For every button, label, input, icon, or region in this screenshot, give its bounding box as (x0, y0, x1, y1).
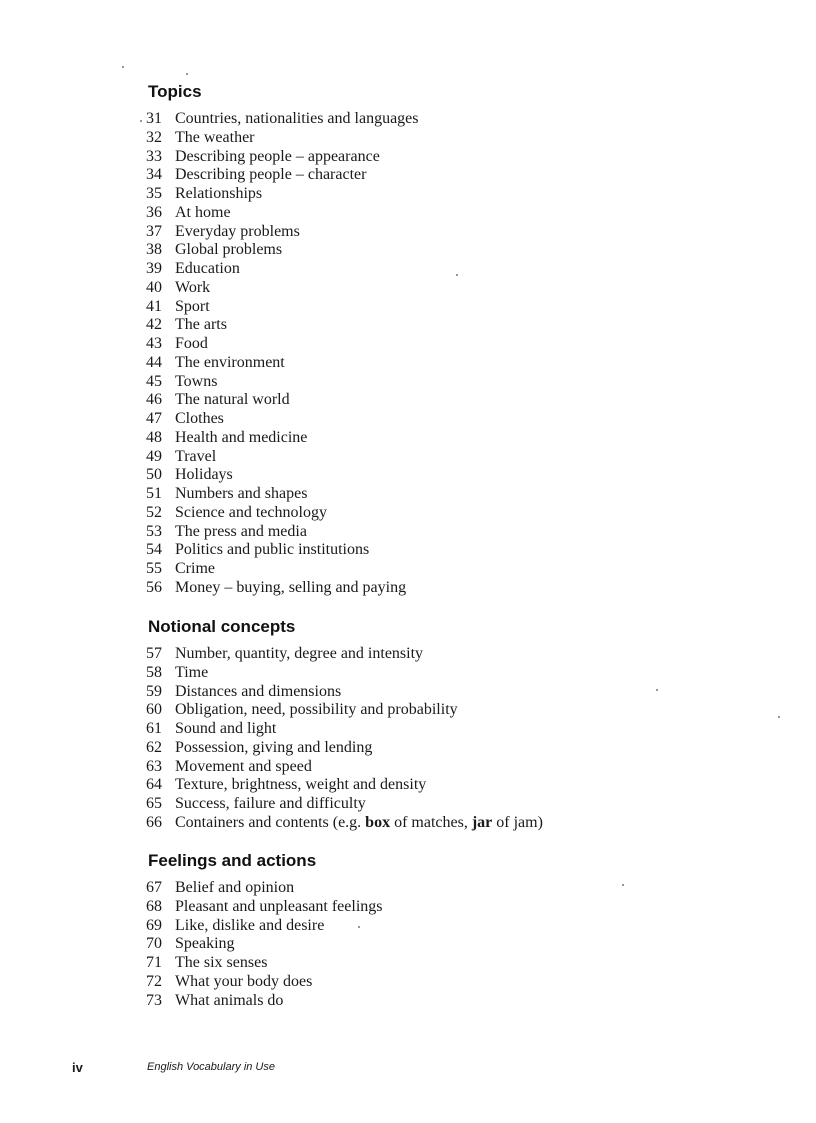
unit-title: The natural world (175, 391, 290, 409)
topic-item (146, 485, 706, 504)
scan-speck (778, 716, 780, 718)
notional-concept-item (146, 758, 706, 777)
unit-number: 54 (146, 541, 162, 559)
feelings-actions-heading: Feelings and actions (148, 851, 317, 870)
unit-number: 65 (146, 795, 162, 812)
topic-item (146, 204, 706, 223)
unit-title: Speaking (175, 935, 235, 953)
topic-item (146, 260, 706, 279)
feelings-actions-section (146, 851, 706, 1010)
unit-title: Sport (175, 297, 210, 315)
topics-heading: Topics (148, 82, 202, 101)
unit-number: 46 (146, 391, 162, 409)
page-number: iv (72, 1060, 83, 1075)
unit-number: 41 (146, 297, 162, 315)
topic-item (146, 410, 706, 429)
feeling-action-item (146, 898, 706, 917)
topic-item (146, 110, 706, 129)
unit-title: Work (175, 278, 211, 296)
unit-number: 49 (146, 447, 162, 465)
notional-concept-item (146, 776, 706, 795)
notional-concept-item (146, 664, 706, 683)
unit-number: 42 (146, 316, 162, 334)
notional-concepts-heading: Notional concepts (148, 617, 296, 636)
unit-number: 34 (146, 166, 162, 184)
topic-item (146, 448, 706, 467)
unit-number: 53 (146, 522, 162, 540)
unit-title: Everyday problems (175, 222, 300, 240)
unit-title: Travel (175, 447, 217, 465)
unit-number: 66 (146, 813, 162, 831)
unit-title: Countries, nationalities and languages (175, 110, 419, 127)
page-footer (72, 1060, 572, 1078)
notional-concept-item (146, 814, 706, 833)
notional-concept-item (146, 795, 706, 814)
topic-item (146, 166, 706, 185)
topic-item (146, 373, 706, 392)
unit-title: Movement and speed (175, 757, 312, 775)
unit-title: Texture, brightness, weight and density (175, 776, 427, 794)
topic-item (146, 466, 706, 485)
unit-title: Containers and contents (e.g. box of matches, jar of jam) (175, 813, 543, 831)
topics-list (146, 110, 706, 598)
unit-title: Science and technology (175, 503, 327, 521)
unit-number: 68 (146, 897, 162, 915)
topic-item (146, 560, 706, 579)
notional-concept-item (146, 645, 706, 664)
unit-number: 69 (146, 916, 162, 934)
topic-item (146, 223, 706, 242)
unit-number: 48 (146, 428, 162, 446)
unit-title: Belief and opinion (175, 879, 295, 896)
unit-title: The weather (175, 128, 255, 146)
unit-number: 64 (146, 776, 162, 794)
unit-number: 36 (146, 203, 162, 221)
unit-title: The six senses (175, 954, 268, 971)
unit-title: Money – buying, selling and paying (175, 578, 407, 596)
unit-number: 38 (146, 241, 162, 259)
unit-number: 58 (146, 663, 162, 681)
topic-item (146, 335, 706, 354)
unit-number: 35 (146, 185, 162, 202)
unit-title: Describing people – character (175, 166, 367, 184)
unit-title: Numbers and shapes (175, 485, 308, 502)
topic-item (146, 129, 706, 148)
unit-title: Global problems (175, 241, 283, 259)
feelings-actions-list (146, 879, 706, 1010)
unit-number: 56 (146, 578, 162, 596)
notional-concept-item (146, 701, 706, 720)
scan-speck (622, 884, 624, 886)
unit-title: What animals do (175, 991, 284, 1009)
feeling-action-item (146, 992, 706, 1011)
unit-number: 32 (146, 128, 162, 146)
unit-title: Possession, giving and lending (175, 738, 373, 756)
unit-number: 63 (146, 757, 162, 775)
unit-title: Food (175, 335, 208, 352)
unit-number: 57 (146, 645, 162, 662)
unit-number: 31 (146, 110, 162, 127)
unit-number: 47 (146, 410, 162, 427)
unit-title: Number, quantity, degree and intensity (175, 645, 424, 662)
feeling-action-item (146, 935, 706, 954)
unit-title: The arts (175, 316, 227, 334)
unit-title: Relationships (175, 185, 263, 202)
unit-number: 45 (146, 372, 162, 390)
unit-title: Success, failure and difficulty (175, 795, 366, 812)
unit-number: 72 (146, 972, 162, 990)
unit-number: 60 (146, 701, 162, 719)
topic-item (146, 316, 706, 335)
unit-number: 39 (146, 260, 162, 277)
topic-item (146, 429, 706, 448)
unit-title: Politics and public institutions (175, 541, 370, 559)
topic-item (146, 523, 706, 542)
unit-number: 70 (146, 935, 162, 953)
feeling-action-item (146, 973, 706, 992)
unit-title: Like, dislike and desire (175, 916, 325, 934)
unit-number: 67 (146, 879, 162, 896)
notional-concept-item (146, 720, 706, 739)
unit-number: 52 (146, 503, 162, 521)
topic-item (146, 541, 706, 560)
unit-number: 73 (146, 991, 162, 1009)
unit-number: 44 (146, 353, 162, 371)
unit-title: Clothes (175, 410, 224, 427)
unit-title: Describing people – appearance (175, 147, 380, 165)
feeling-action-item (146, 954, 706, 973)
topic-item (146, 504, 706, 523)
unit-number: 51 (146, 485, 162, 502)
notional-concept-item (146, 683, 706, 702)
topic-item (146, 298, 706, 317)
unit-title: Towns (175, 372, 218, 390)
topic-item (146, 354, 706, 373)
unit-number: 37 (146, 222, 162, 240)
scan-speck (456, 274, 458, 276)
unit-number: 40 (146, 278, 162, 296)
unit-title: The environment (175, 353, 285, 371)
unit-title: Education (175, 260, 240, 277)
unit-number: 55 (146, 560, 162, 577)
topic-item (146, 148, 706, 167)
notional-concepts-section (146, 617, 706, 833)
topic-item (146, 391, 706, 410)
notional-concept-item (146, 739, 706, 758)
book-title: English Vocabulary in Use (147, 1061, 275, 1073)
unit-title: Crime (175, 560, 215, 577)
unit-title: What your body does (175, 972, 313, 990)
unit-title: The press and media (175, 522, 307, 540)
unit-number: 33 (146, 147, 162, 165)
unit-number: 62 (146, 738, 162, 756)
unit-title: Holidays (175, 466, 233, 484)
unit-number: 43 (146, 335, 162, 352)
unit-number: 71 (146, 954, 162, 971)
topic-item (146, 185, 706, 204)
unit-title: Time (175, 663, 209, 681)
unit-title: Distances and dimensions (175, 682, 342, 700)
topic-item (146, 241, 706, 260)
unit-title: At home (175, 203, 231, 221)
unit-number: 61 (146, 720, 162, 737)
scan-speck (186, 73, 188, 75)
unit-title: Sound and light (175, 720, 277, 737)
topics-section (146, 82, 706, 598)
scan-speck (122, 66, 124, 68)
unit-number: 50 (146, 466, 162, 484)
feeling-action-item (146, 879, 706, 898)
topic-item (146, 579, 706, 598)
unit-number: 59 (146, 682, 162, 700)
scan-speck (656, 689, 658, 691)
topic-item (146, 279, 706, 298)
scan-speck (140, 120, 142, 122)
notional-concepts-list (146, 645, 706, 833)
scan-speck (358, 926, 360, 928)
unit-title: Health and medicine (175, 428, 308, 446)
feeling-action-item (146, 917, 706, 936)
unit-title: Obligation, need, possibility and probability (175, 701, 458, 719)
unit-title: Pleasant and unpleasant feelings (175, 897, 383, 915)
